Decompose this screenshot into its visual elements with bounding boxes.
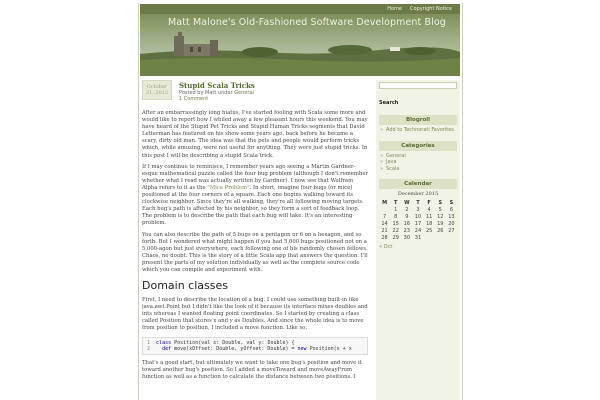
calendar-prev-link[interactable]: « Oct [379,244,393,250]
calendar-day: 26 [437,227,444,234]
calendar-week-row [379,206,457,213]
calendar-day: 14 [381,220,388,227]
meta-under: under [217,90,233,96]
code-block [142,337,368,355]
post-paragraph [142,164,368,228]
code-text: Position(x + x [306,345,352,352]
calendar-day: 10 [414,213,422,220]
calendar-day: 30 [403,234,411,241]
calendar-day: 12 [437,213,444,220]
calendar-day: 25 [425,227,433,234]
blogroll-title: Blogroll [379,115,457,125]
categories-title: Categories [379,141,457,151]
meta-prefix: Posted by [179,90,204,96]
calendar-day [446,234,457,241]
post-date-day: 21, 2012 [145,90,169,96]
post-comments-link[interactable]: 1 Comment [179,96,209,102]
calendar-day-header: W [404,199,410,206]
calendar-day: 6 [449,206,454,213]
post-title[interactable]: Stupid Scala Tricks [179,81,255,90]
calendar-day: 24 [414,227,422,234]
calendar-day: 27 [448,227,455,234]
code-text: Position(val x: Double, val y: Double) { [171,339,295,346]
post-author: Matt [205,90,217,96]
blogroll-item[interactable]: » Add to Technorati Favorites [379,127,457,134]
calendar-day [424,234,435,241]
post-paragraph: First, I need to describe the location of a bug. I could use something built-in like java.awt.Point but I didn't like the look of it because its interface mixes doubles and ints whereas I wanted floating point coordinates. So I started by creating a class called Position that stores x and y as Doubles. And since the whole idea is to move from position to position, I included a move function. Like so: [142,297,368,332]
calendar-day: 9 [405,213,409,220]
calendar-day: 4 [427,206,431,213]
calendar-day: 28 [381,234,388,241]
calendar-widget [379,179,457,250]
post-body [142,110,368,385]
code-keyword: class [156,339,172,346]
post-paragraph: That's a good start, but ultimately we want to take one bug's position and move it toward another bug's position. So I added a moveToward and moveAwayFrom function as well as a function to calculate the distance between two positions. I [142,359,362,380]
nav-home-link[interactable]: Home [387,6,402,12]
calendar-day: 8 [394,213,398,220]
calendar-day: 18 [425,220,433,227]
calendar-week-row [379,220,457,227]
calendar-day: 7 [382,213,387,220]
calendar-day: 13 [448,213,455,220]
top-nav-bar [140,4,460,14]
calendar-day [435,234,446,241]
calendar-caption: December 2015 [397,191,439,197]
calendar-day-header: T [394,199,398,206]
calendar-day: 2 [405,206,409,213]
calendar-day: 19 [437,220,444,227]
categories-list [379,153,457,173]
main-content [142,80,368,400]
category-item[interactable]: » Java [379,159,457,166]
code-keyword: new [297,345,307,352]
calendar-day: 31 [414,234,422,241]
categories-widget [379,141,457,173]
paragraph-text: If I may continue to reminisce, I remember years ago seeing a Martin Gardner-esque mathematical puzzle called the four bug problem (although I don't remember whether what I read was actually written by Gardner). I now see that Wolfram Alpha refers to it as the [142,163,368,191]
calendar-table [379,199,457,241]
calendar [379,191,457,250]
calendar-day: 3 [416,206,420,213]
blog-title[interactable]: Matt Malone's Old-Fashioned Software Development Blog [168,17,446,28]
blogroll-widget [379,115,457,134]
calendar-day: 5 [438,206,442,213]
calendar-week-row [379,213,457,220]
post-category-link[interactable]: General [234,90,254,96]
search-input[interactable] [379,82,457,89]
calendar-day: 11 [425,213,433,220]
post-paragraph: You can also describe the path of 5 bugs on a pentagon or 6 on a hexagon, and so forth. But I wondered what might happen if you had 5,000 bugs positioned not on a 5,000-agon but just everywhere, each following one of his randomly chosen fellows. Chaos, no doubt. This is the story of a little Scala app that answers the question. I'll present the parts of my solution individually as well as the complete source code which you can compile and experiment with. [142,231,368,273]
post-paragraph: After an embarrassingly long hiatus, I've started fooling with Scala some more and would like to report how I whiled away a few pleasant hours this weekend. You may have heard of the Stupid Pet Tricks and Stupid Human Tricks segments that David Letterman has featured on his show some years ago, back before he became a scary, dirty old man. The idea was that the pets and people would perform tricks which, while amusing, were not useful for anything. They were just stupid tricks. In this post I will be describing a stupid Scala trick. [142,110,368,159]
calendar-day: 29 [392,234,399,241]
code-line-number: 1 [147,339,151,346]
section-heading: Domain classes [142,279,228,293]
nav-copyright-link[interactable]: Copyright Notice [410,6,452,12]
calendar-day: 21 [381,227,388,234]
code-keyword: def [162,345,172,352]
calendar-day: 15 [392,220,399,227]
calendar-day: 16 [403,220,411,227]
calendar-day-header: F [427,199,431,206]
calendar-day: 22 [392,227,399,234]
calendar-week-row [379,234,457,241]
header-banner [140,14,460,76]
post-meta [179,90,254,102]
top-nav [383,4,456,14]
calendar-day: 23 [403,227,411,234]
sidebar [376,80,460,400]
calendar-day: 20 [448,220,455,227]
calendar-title: Calendar [379,179,457,189]
post-date-badge [142,80,172,100]
blogroll-list [379,127,457,134]
calendar-day-header: M [382,199,388,206]
calendar-header-row [379,199,457,206]
code-text: move(xOffset: Double, yOffset: Double) = [171,345,298,352]
post-date-month: October [146,84,168,90]
search-button[interactable]: Search [379,100,399,106]
calendar-week-row [379,227,457,234]
calendar-day-header: S [449,199,454,206]
search-form [379,82,457,108]
calendar-day [379,206,390,213]
calendar-day: 17 [414,220,422,227]
calendar-day: 1 [394,206,398,213]
mice-problem-link[interactable]: "Mice Problem" [207,184,250,191]
code-line-number: 2 [147,345,151,352]
paragraph-text: . In short, imagine four bugs (or mice) positioned at the four corners of a square. Each one begins walking toward its clockwise neighbor. Since they're all walking, they're all following moving targets. Each bug's path is affected by his neighbor, so they form a sort of feedback loop. The problem is to describe the path that each bug will take. It's an interesting problem. [142,184,364,227]
calendar-day-header: S [438,199,443,206]
category-item[interactable]: » Scala [379,166,457,173]
category-item[interactable]: » General [379,153,457,160]
calendar-day-header: T [416,199,420,206]
